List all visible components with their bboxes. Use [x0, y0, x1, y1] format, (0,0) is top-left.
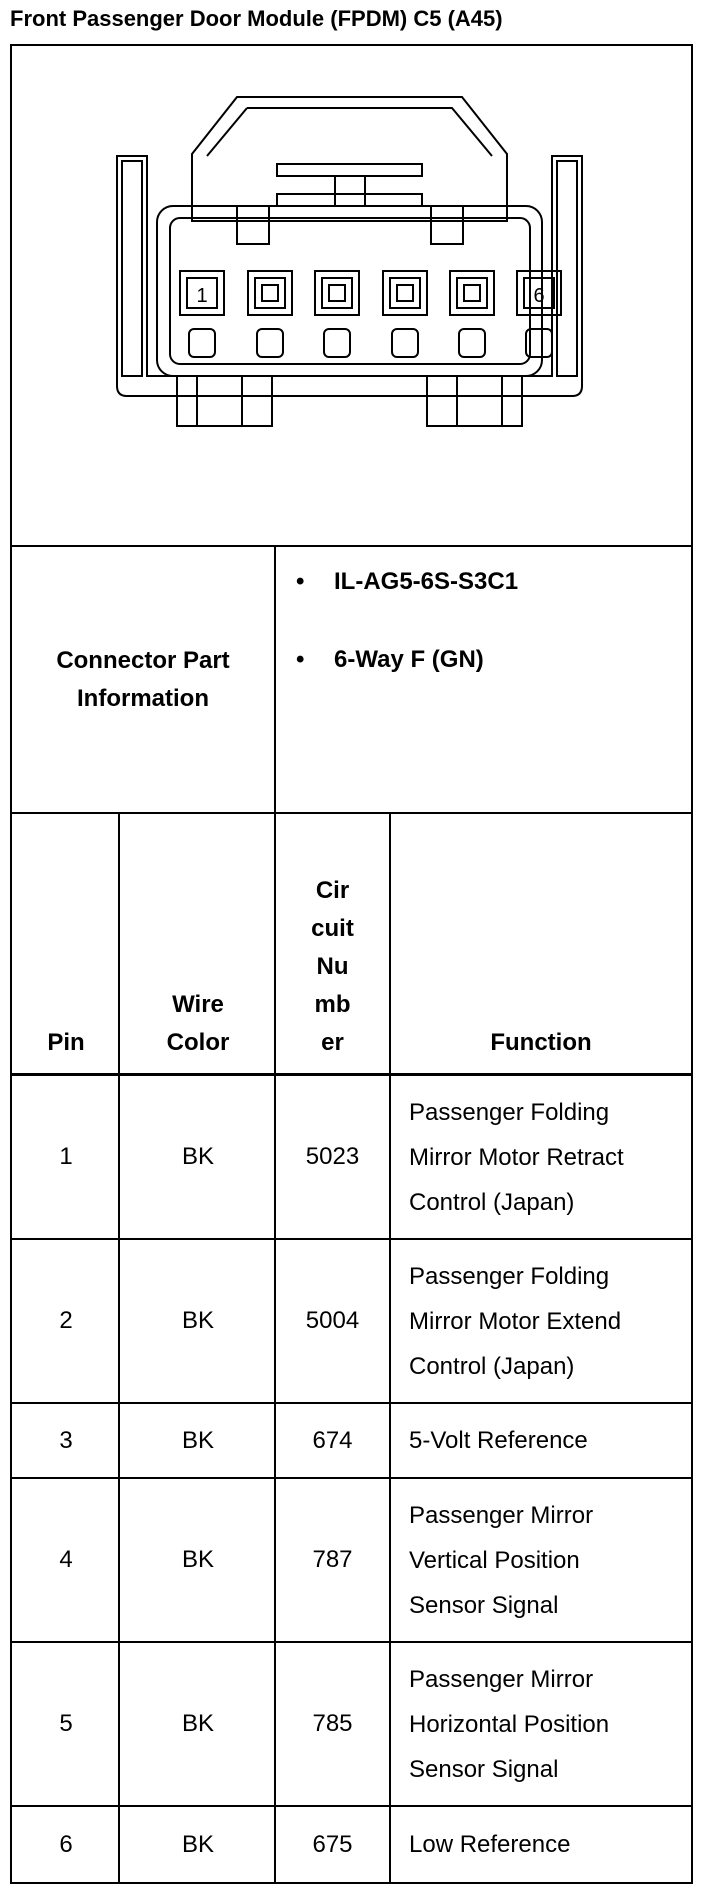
connector-type: 6-Way F (GN): [334, 646, 484, 673]
header-wire-color: [120, 814, 276, 1076]
table-row: [12, 1807, 691, 1882]
wire-color-cell: BK: [181, 1143, 214, 1170]
header-function: [391, 814, 691, 1076]
column-divider: [389, 814, 391, 1882]
circuit-number-cell: 5023: [305, 1143, 360, 1170]
header-function-text: Function: [490, 1029, 592, 1056]
header-pin: [12, 814, 120, 1076]
pin-6-label: 6: [533, 285, 545, 307]
wire-color-cell: BK: [181, 1426, 214, 1454]
part-info-item: [296, 646, 484, 674]
connector-sheet: [10, 44, 693, 1884]
pin-cell: 1: [59, 1143, 73, 1170]
bullet-icon: •: [296, 646, 305, 673]
connector-part-info-list: [276, 547, 691, 814]
pin-cavity-row: [180, 271, 561, 315]
function-cell: Low Reference: [409, 1831, 571, 1858]
wire-color-cell: BK: [181, 1710, 214, 1737]
header-circuit-number: [276, 814, 389, 1076]
wire-color-cell: BK: [181, 1546, 214, 1573]
part-info-item: [296, 568, 518, 596]
header-wire-color-text: Wire Color: [166, 991, 230, 1056]
column-divider: [118, 814, 120, 1882]
part-info-label-line1: Connector Part: [56, 646, 230, 674]
pin-1-label: 1: [196, 285, 208, 307]
wire-color-cell: BK: [181, 1307, 214, 1334]
circuit-number-cell: 675: [312, 1830, 353, 1858]
function-cell: Passenger Folding Mirror Motor Extend Control (Japan): [409, 1262, 622, 1380]
column-divider: [274, 814, 276, 1882]
pin-cell: 2: [59, 1307, 73, 1334]
pin-cell: 4: [59, 1546, 73, 1573]
function-cell: Passenger Folding Mirror Motor Retract Control (Japan): [409, 1098, 624, 1216]
function-cell: 5-Volt Reference: [409, 1427, 588, 1454]
page-title: Front Passenger Door Module (FPDM) C5 (A45): [10, 6, 503, 31]
connector-diagram-cell: [12, 46, 691, 547]
pin-cell: 5: [59, 1710, 73, 1737]
part-info-label-line2: Information: [77, 684, 209, 712]
table-row: [12, 1240, 691, 1404]
function-cell: Passenger Mirror Horizontal Position Sensor Signal: [409, 1665, 610, 1783]
circuit-number-cell: 5004: [305, 1307, 360, 1334]
bullet-icon: •: [296, 568, 305, 595]
connector-part-info-label: [12, 547, 276, 814]
pin-cell: 3: [59, 1426, 73, 1454]
function-cell: Passenger Mirror Vertical Position Sensor Signal: [409, 1501, 594, 1619]
circuit-number-cell: 785: [312, 1710, 353, 1737]
header-pin-text: Pin: [47, 1029, 85, 1056]
table-row: [12, 1404, 691, 1479]
circuit-number-cell: 674: [312, 1426, 353, 1454]
wire-color-cell: BK: [181, 1830, 214, 1858]
pin-cell: 6: [59, 1830, 73, 1858]
circuit-number-cell: 787: [312, 1546, 353, 1573]
connector-face-diagram: [12, 46, 691, 547]
header-circuit-number-text: Cir cuit Nu mb er: [311, 877, 354, 1056]
table-row: [12, 1643, 691, 1807]
part-number: IL-AG5-6S-S3C1: [334, 568, 519, 595]
table-row: [12, 1479, 691, 1643]
table-row: [12, 1076, 691, 1240]
pin-lower-cavity-row: [189, 329, 552, 357]
